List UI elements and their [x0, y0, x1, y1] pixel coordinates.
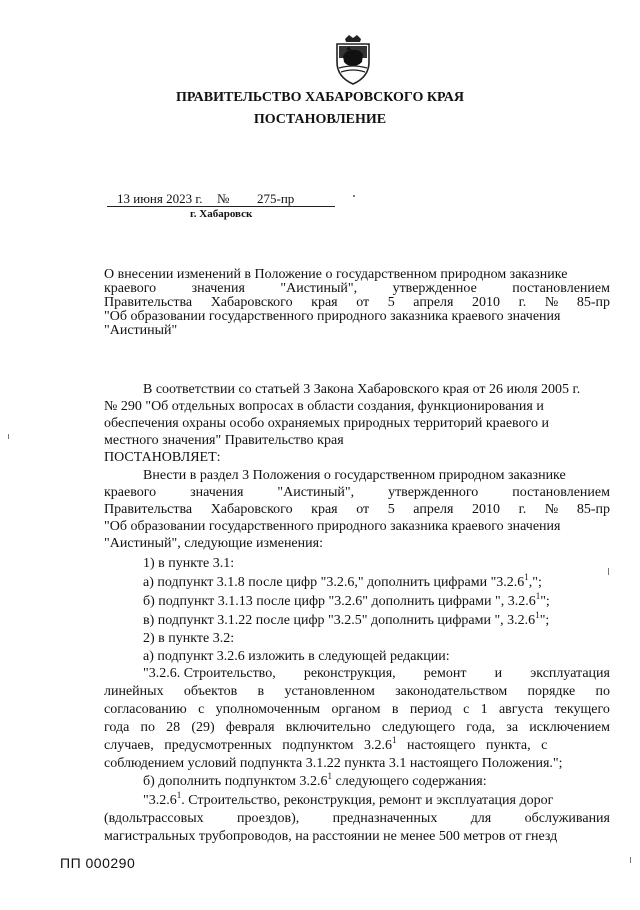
word: краевого: [104, 281, 157, 296]
quote-1-line-5: случаев, предусмотренных подпунктом 3.2.6$^1$ настоящего пункта, с: [104, 735, 548, 753]
item-1-line-5: "Аистиный", следующие изменения:: [104, 536, 323, 551]
word: с: [198, 702, 205, 717]
scan-speck: [630, 857, 631, 863]
word: органом: [331, 702, 381, 717]
item-1-line-3: [104, 502, 610, 518]
item-1-line-2: [104, 485, 610, 501]
word: следующего: [381, 720, 456, 735]
word: линейных: [104, 684, 164, 699]
preamble-line-2: № 290 "Об отдельных вопросах в области создания, функционирования и: [104, 399, 544, 414]
number-sign: №: [217, 191, 230, 206]
word: Хабаровского: [210, 502, 293, 517]
quote-1-line-6: соблюдением условий подпункта 3.1.22 пункта 3.1 настоящего Положения.";: [104, 756, 563, 771]
scan-speck: [353, 195, 355, 197]
word: за: [506, 720, 519, 735]
word: 85-пр: [576, 502, 610, 517]
word: "Аистиный",: [280, 281, 358, 296]
word: в: [391, 702, 399, 717]
word: включительно: [285, 720, 371, 735]
word: от: [356, 295, 370, 310]
item-1-line-4: "Об образовании государственного природного заказника краевого значения: [104, 519, 561, 534]
word: от: [356, 502, 370, 517]
word: 1: [480, 702, 488, 717]
word: Хабаровского: [210, 295, 293, 310]
word: апреля: [413, 502, 454, 517]
word: №: [544, 295, 559, 310]
word: (29): [191, 720, 215, 735]
preamble-line-1: В соответствии со статьей 3 Закона Хабаровского края от 26 июля 2005 г.: [143, 382, 581, 397]
word: предназначенных: [332, 811, 438, 826]
quote-2-line-3: магистральных трубопроводов, на расстоянии не менее 500 метров от гнезд: [104, 829, 558, 844]
word: по: [595, 684, 610, 699]
word: законодательством: [395, 684, 508, 699]
quote-1-line-4: [104, 720, 610, 736]
word: проездов),: [237, 811, 300, 826]
clause-3-2-a: а) подпункт 3.2.6 изложить в следующей редакции:: [143, 649, 450, 664]
word: апреля: [413, 295, 454, 310]
word: 85-пр: [576, 295, 610, 310]
clause-3-1-c: в) подпункт 3.1.22 после цифр "3.2.5" дополнить цифрами ", 3.2.6$^1$";: [143, 610, 550, 628]
word: утвержденного: [388, 485, 479, 500]
word: края: [311, 295, 338, 310]
quote-1-line-2: [104, 684, 610, 700]
word: по: [140, 720, 155, 735]
word: эксплуатация: [530, 666, 610, 681]
word: 5: [387, 502, 395, 517]
word: реконструкция,: [303, 666, 396, 681]
word: и: [494, 666, 503, 681]
word: 5: [387, 295, 395, 310]
preamble-line-4: местного значения" Правительство края: [104, 433, 344, 448]
word: порядке: [527, 684, 576, 699]
quote-2-line-2: [104, 811, 610, 827]
word: постановлением: [512, 485, 610, 500]
word: согласованию: [104, 702, 187, 717]
scan-speck: [8, 434, 9, 439]
title-line-1: О внесении изменений в Положение о государственном природном заказнике: [104, 267, 568, 282]
clause-3-2-b: б) дополнить подпунктом 3.2.6$^1$ следующего содержания:: [143, 771, 487, 789]
doc-type-heading: ПОСТАНОВЛЕНИЕ: [253, 112, 387, 127]
word: 28: [166, 720, 181, 735]
word: (вдольтрассовых: [104, 811, 204, 826]
word: "3.2.6. Строительство,: [143, 666, 276, 681]
word: Правительства: [104, 502, 193, 517]
preamble-line-3: обеспечения охраны особо охраняемых природных территорий краевого и: [104, 416, 549, 431]
scan-speck: [608, 568, 609, 575]
word: г.: [518, 295, 527, 310]
doc-number: 275-пр: [257, 191, 295, 206]
word: значения: [190, 485, 244, 500]
word: с: [463, 702, 470, 717]
word: ремонт: [423, 666, 467, 681]
footer-form-code: ПП 000290: [60, 855, 136, 871]
word: года,: [466, 720, 496, 735]
doc-city: г. Хабаровск: [190, 208, 253, 220]
word: уполномоченным: [215, 702, 321, 717]
word: значения: [191, 281, 245, 296]
word: в: [257, 684, 265, 699]
word: объектов: [183, 684, 238, 699]
word: обслуживания: [524, 811, 610, 826]
word: г.: [518, 502, 527, 517]
clause-3-1: 1) в пункте 3.1:: [143, 556, 235, 571]
word: августа: [498, 702, 544, 717]
title-line-4: "Об образовании государственного природного заказника краевого значения: [104, 309, 561, 324]
quote-2-line-1: "3.2.6$^1$. Строительство, реконструкция, ремонт и эксплуатация дорог: [143, 790, 554, 808]
word: 2010: [472, 502, 501, 517]
word: года: [104, 720, 130, 735]
word: утвержденное: [392, 281, 477, 296]
word: текущего: [554, 702, 610, 717]
word: установленном: [284, 684, 375, 699]
clause-3-1-a: а) подпункт 3.1.8 после цифр "3.2.6," дополнить цифрами "3.2.6$^1$,";: [143, 572, 542, 590]
word: края: [311, 502, 338, 517]
resolves-word: ПОСТАНОВЛЯЕТ:: [104, 450, 221, 465]
clause-3-1-b: б) подпункт 3.1.13 после цифр "3.2.6" дополнить цифрами ", 3.2.6$^1$";: [143, 591, 550, 609]
clause-3-2: 2) в пункте 3.2:: [143, 631, 235, 646]
doc-date: 13 июня 2023 г.: [117, 191, 203, 206]
word: 2010: [472, 295, 501, 310]
quote-1-line-1: [143, 666, 610, 682]
word: период: [409, 702, 452, 717]
word: №: [544, 502, 559, 517]
word: постановлением: [512, 281, 610, 296]
word: "Аистиный",: [277, 485, 355, 500]
word: февраля: [225, 720, 275, 735]
word: исключением: [529, 720, 610, 735]
title-line-5: "Аистиный": [104, 323, 178, 338]
word: краевого: [104, 485, 157, 500]
coat-of-arms-emblem: [333, 32, 373, 86]
quote-1-line-3: [104, 702, 610, 718]
org-heading: ПРАВИТЕЛЬСТВО ХАБАРОВСКОГО КРАЯ: [176, 90, 464, 105]
item-1-line-1: Внести в раздел 3 Положения о государственном природном заказнике: [143, 468, 566, 483]
word: для: [470, 811, 492, 826]
word: Правительства: [104, 295, 193, 310]
